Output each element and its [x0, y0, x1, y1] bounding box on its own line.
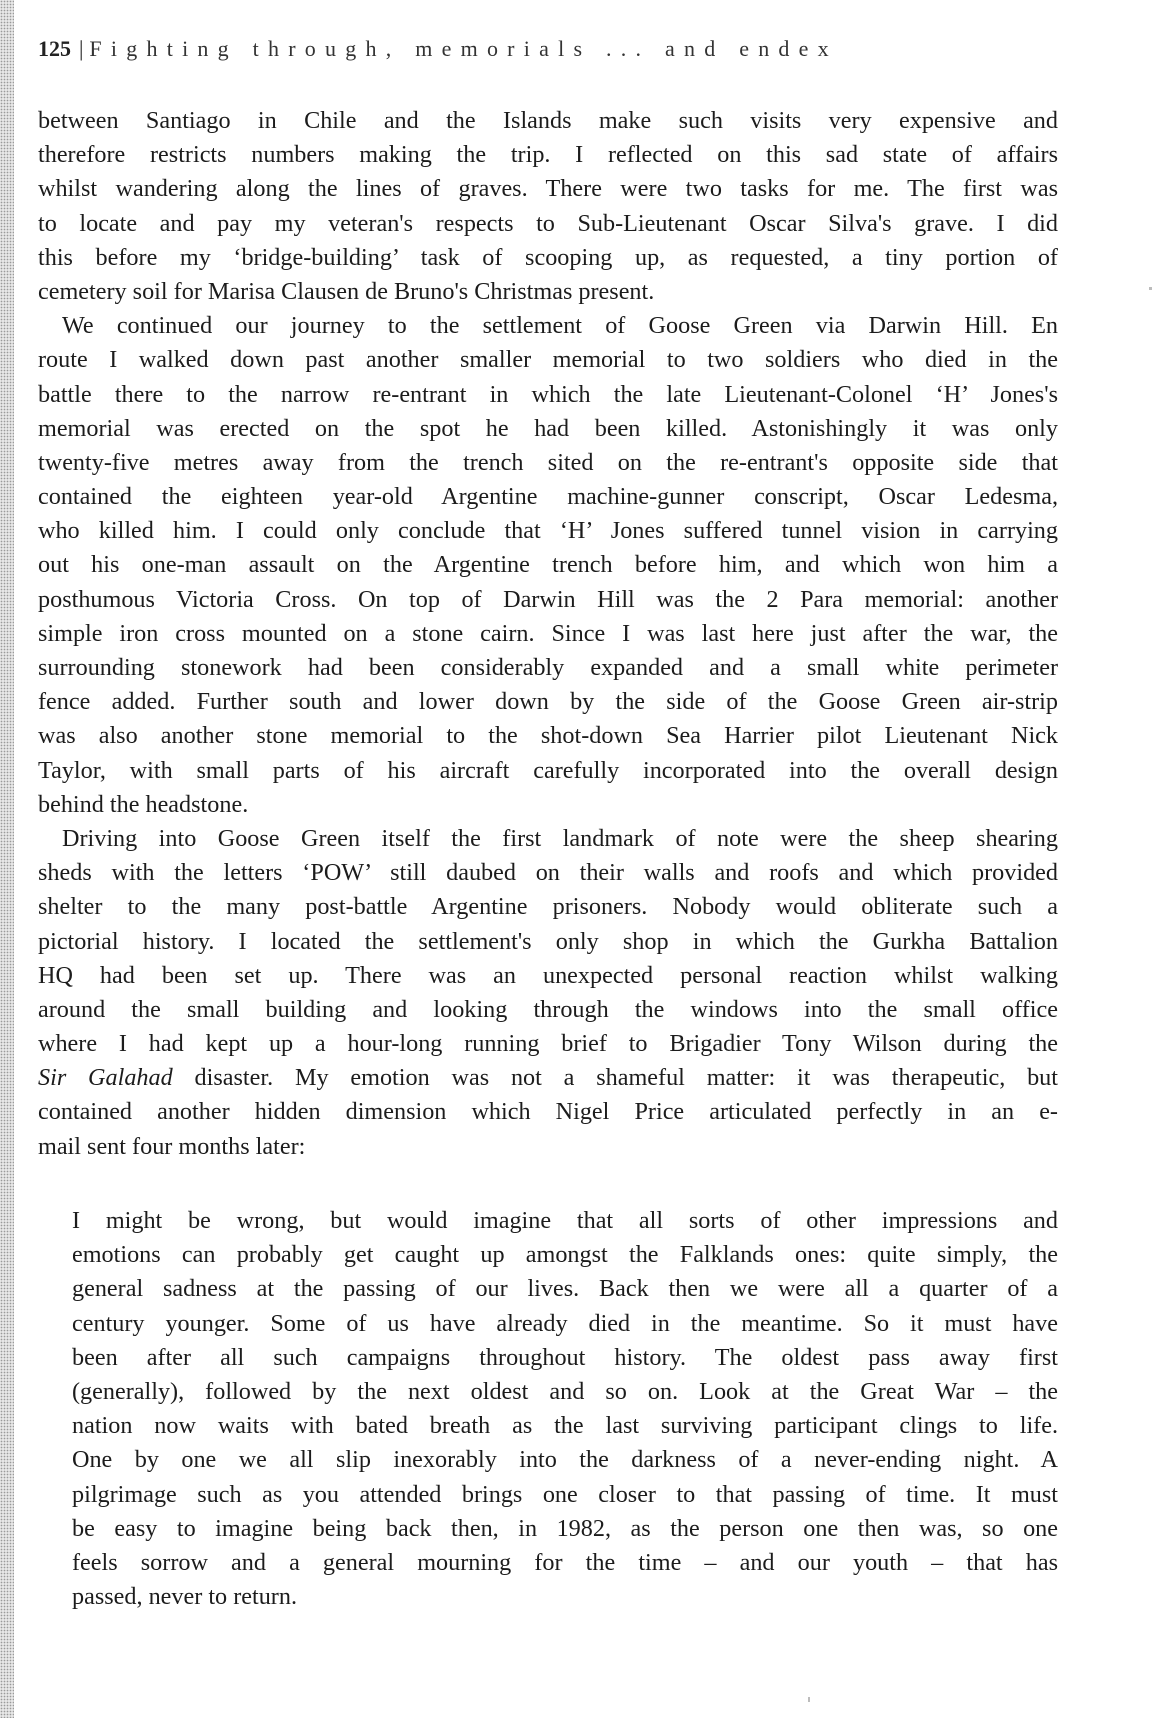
text-line: twenty-five metres away from the trench sited on the re-entrant's opposite side that: [38, 448, 1058, 476]
text-line: route I walked down past another smaller memorial to two soldiers who died in the: [38, 346, 1058, 374]
text-line: therefore restricts numbers making the trip. I reflected on this sad state of affairs: [38, 141, 1058, 169]
header-separator: |: [79, 36, 84, 61]
quote-line: (generally), followed by the next oldest and so on. Look at the Great War – the: [72, 1377, 1058, 1405]
quote-line: One by one we all slip inexorably into the darkness of a never-ending night. A: [72, 1446, 1058, 1474]
block-quote: [72, 1204, 1058, 1614]
quote-line: nation now waits with bated breath as the last surviving participant clings to life.: [72, 1412, 1058, 1440]
paragraph: [38, 309, 1058, 822]
text-line: pictorial history. I located the settlement's only shop in which the Gurkha Battalion: [38, 927, 1058, 955]
text-line: behind the headstone.: [38, 790, 249, 818]
paragraph: [38, 822, 1058, 1164]
running-title: Fighting through, memorials ... and endex: [89, 36, 838, 61]
text-line: Sir Galahad disaster. My emotion was not a shameful matter: it was therapeutic, but: [38, 1064, 1058, 1092]
text-line: posthumous Victoria Cross. On top of Darwin Hill was the 2 Para memorial: another: [38, 585, 1058, 613]
quote-line: passed, never to return.: [72, 1583, 297, 1611]
text-line: battle there to the narrow re-entrant in which the late Lieutenant-Colonel ‘H’ Jones's: [38, 380, 1058, 408]
text-line: shelter to the many post-battle Argentine prisoners. Nobody would obliterate such a: [38, 893, 1058, 921]
italic-title: Sir Galahad: [38, 1064, 173, 1092]
text-line: mail sent four months later:: [38, 1132, 306, 1160]
page-number: 125: [38, 36, 71, 61]
running-header: [38, 36, 838, 62]
text-line: sheds with the letters ‘POW’ still daubed on their walls and roofs and which provided: [38, 859, 1058, 887]
scan-speck: [808, 1697, 810, 1702]
text-line: who killed him. I could only conclude that ‘H’ Jones suffered tunnel vision in carrying: [38, 517, 1058, 545]
quote-line: general sadness at the passing of our lives. Back then we were all a quarter of a: [72, 1275, 1058, 1303]
text-line: cemetery soil for Marisa Clausen de Bruno's Christmas present.: [38, 277, 655, 305]
text-line: this before my ‘bridge-building’ task of scooping up, as requested, a tiny portion of: [38, 243, 1058, 271]
text-line: where I had kept up a hour-long running brief to Brigadier Tony Wilson during the: [38, 1030, 1058, 1058]
text-line: Taylor, with small parts of his aircraft carefully incorporated into the overall design: [38, 756, 1058, 784]
text-line: fence added. Further south and lower down by the side of the Goose Green air-strip: [38, 688, 1058, 716]
scan-gutter: [0, 0, 14, 1718]
quote-line: been after all such campaigns throughout history. The oldest pass away first: [72, 1343, 1058, 1371]
text-line: was also another stone memorial to the shot-down Sea Harrier pilot Lieutenant Nick: [38, 722, 1058, 750]
quote-line: emotions can probably get caught up amongst the Falklands ones: quite simply, the: [72, 1241, 1058, 1269]
text-line: memorial was erected on the spot he had been killed. Astonishingly it was only: [38, 414, 1058, 442]
quote-line: be easy to imagine being back then, in 1982, as the person one then was, so one: [72, 1514, 1058, 1542]
text-line: contained the eighteen year-old Argentine machine-gunner conscript, Oscar Ledesma,: [38, 483, 1058, 511]
text-line: whilst wandering along the lines of graves. There were two tasks for me. The first was: [38, 175, 1058, 203]
text-line: contained another hidden dimension which Nigel Price articulated perfectly in an e-: [38, 1098, 1058, 1126]
quote-line: I might be wrong, but would imagine that all sorts of other impressions and: [72, 1207, 1058, 1234]
text-line: We continued our journey to the settlement of Goose Green via Darwin Hill. En: [62, 312, 1058, 340]
body-text: [38, 104, 1058, 1164]
text-line: out his one-man assault on the Argentine trench before him, and which won him a: [38, 551, 1058, 579]
quote-line: feels sorrow and a general mourning for the time – and our youth – that has: [72, 1548, 1058, 1576]
quote-line: pilgrimage such as you attended brings one closer to that passing of time. It must: [72, 1480, 1058, 1508]
text-line: to locate and pay my veteran's respects to Sub-Lieutenant Oscar Silva's grave. I did: [38, 209, 1058, 237]
quote-line: century younger. Some of us have already died in the meantime. So it must have: [72, 1309, 1058, 1337]
text-line: simple iron cross mounted on a stone cairn. Since I was last here just after the war, the: [38, 619, 1058, 647]
text-line: around the small building and looking through the windows into the small office: [38, 995, 1058, 1023]
paragraph: [38, 104, 1058, 309]
text-line: Driving into Goose Green itself the first landmark of note were the sheep shearing: [62, 824, 1058, 852]
text-line: between Santiago in Chile and the Islands make such visits very expensive and: [38, 107, 1058, 134]
text-line: HQ had been set up. There was an unexpected personal reaction whilst walking: [38, 961, 1058, 989]
scan-speck: [1149, 287, 1152, 290]
text-line: surrounding stonework had been considerably expanded and a small white perimeter: [38, 654, 1058, 681]
